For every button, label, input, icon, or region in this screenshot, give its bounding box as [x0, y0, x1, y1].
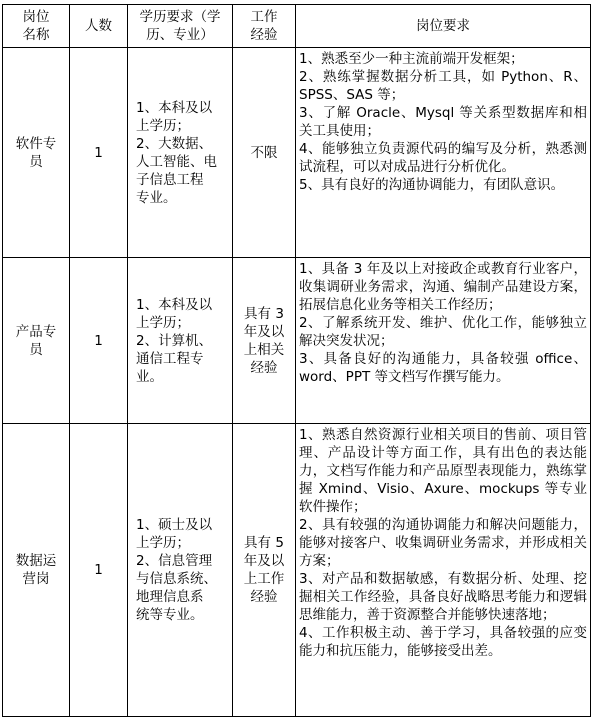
experience-line: 经验 — [250, 359, 278, 376]
requirement-item: 2、具有较强的沟通协调能力和解决问题能力，能够对接客户、收集调研业务需求，并形成相关方案； — [299, 517, 587, 569]
education-line: 上学历； — [136, 314, 190, 331]
education-cell — [128, 424, 233, 717]
header-row — [3, 5, 591, 48]
requirement-item: 3、了解 Oracle、Mysql 等关系型数据库和相关工具使用； — [299, 105, 587, 139]
education-line: 统等专业。 — [136, 607, 204, 623]
education-line: 子信息工程 — [136, 171, 204, 188]
header-position-name-line1: 岗位 — [22, 9, 50, 25]
education-line: 1、硕士及以 — [136, 517, 213, 533]
header-experience — [233, 5, 296, 48]
table-row — [3, 258, 591, 424]
experience-line: 经验 — [250, 589, 278, 605]
experience-line: 年及以 — [243, 323, 285, 340]
requirement-item: 4、工作积极主动、善于学习，具备较强的应变能力和抗压能力，能够接受出差。 — [299, 625, 587, 659]
experience-cell — [233, 48, 296, 258]
table-row — [3, 48, 591, 258]
requirement-item: 5、具有良好的沟通协调能力，有团队意识。 — [299, 177, 565, 193]
position-name-cell — [3, 424, 70, 717]
headcount-cell — [70, 48, 128, 258]
requirements-cell — [296, 258, 591, 424]
headcount-cell — [70, 424, 128, 717]
header-experience-line1: 工作 — [250, 9, 278, 25]
table-body — [3, 48, 591, 717]
education-line: 2、计算机、 — [136, 332, 213, 349]
experience-line: 具有 5 — [244, 535, 284, 551]
education-line: 上学历； — [136, 117, 190, 134]
experience-cell — [233, 258, 296, 424]
education-line: 专业。 — [136, 189, 177, 206]
position-name-line: 员 — [29, 341, 43, 358]
education-line: 1、本科及以 — [136, 99, 213, 116]
experience-line: 年及以 — [243, 553, 285, 569]
position-name-line: 营岗 — [22, 571, 50, 587]
experience-line: 具有 3 — [244, 305, 284, 322]
education-line: 上学历； — [136, 535, 190, 551]
headcount-cell — [70, 258, 128, 424]
education-line: 业。 — [136, 368, 163, 385]
position-name-line: 产品专 — [15, 323, 57, 340]
requirement-item: 3、对产品和数据敏感，有数据分析、处理、挖掘相关工作经验，具备良好战略思考能力和逻辑思维能力，善于资源整合并能够快速落地； — [299, 571, 587, 623]
table-row — [3, 424, 591, 717]
education-cell — [128, 258, 233, 424]
requirements-cell — [296, 48, 591, 258]
position-name-line: 数据运 — [15, 553, 57, 569]
requirement-item: 2、了解系统开发、维护、优化工作，能够独立解决突发状况； — [299, 315, 587, 349]
requirement-item: 1、具备 3 年及以上对接政企或教育行业客户，收集调研业务需求，沟通、编制产品建设方案，拓展信息化业务等相关工作经历； — [299, 261, 587, 313]
requirement-item: 1、熟悉自然资源行业相关项目的售前、项目管理、产品设计等方面工作，具有出色的表达能力，文档写作能力和产品原型表现能力，熟练掌握 Xmind、Visio、Axure、mockups 等专业软件操作； — [299, 427, 587, 515]
headcount-value: 1 — [94, 562, 103, 578]
header-education-line1: 学历要求（学 — [139, 9, 221, 25]
education-cell — [128, 48, 233, 258]
education-line: 2、大数据、 — [136, 135, 213, 152]
position-name-line: 员 — [29, 153, 43, 170]
headcount-value: 1 — [94, 144, 103, 161]
requirement-item: 2、熟练掌握数据分析工具，如 Python、R、SPSS、SAS 等； — [299, 69, 587, 103]
position-name-cell — [3, 48, 70, 258]
header-position-name-line2: 名称 — [22, 27, 50, 43]
header-education — [128, 5, 233, 48]
education-line: 通信工程专 — [136, 350, 204, 367]
header-education-line2: 历、专业） — [146, 27, 214, 43]
position-name-cell — [3, 258, 70, 424]
education-line: 地理信息系 — [136, 589, 204, 605]
requirement-item: 4、能够独立负责源代码的编写及分析，熟悉测试流程，可以对成品进行分析优化。 — [299, 141, 587, 175]
position-name-line: 软件专 — [15, 135, 57, 152]
header-requirements-label: 岗位要求 — [416, 18, 470, 34]
header-count-label: 人数 — [85, 18, 112, 34]
headcount-value: 1 — [94, 332, 103, 349]
requirement-item: 1、熟悉至少一种主流前端开发框架； — [299, 51, 524, 67]
education-line: 人工智能、电 — [136, 153, 217, 170]
header-requirements — [296, 5, 591, 48]
header-position-name — [3, 5, 70, 48]
requirements-cell — [296, 424, 591, 717]
education-line: 与信息系统、 — [136, 571, 217, 587]
experience-line: 上工作 — [243, 571, 285, 587]
requirement-item: 3、具备良好的沟通能力，具备较强 office、word、PPT 等文档写作撰写能力。 — [299, 351, 587, 385]
header-count — [70, 5, 128, 48]
education-line: 2、信息管理 — [136, 553, 213, 569]
experience-line: 不限 — [250, 144, 278, 161]
experience-cell — [233, 424, 296, 717]
education-line: 1、本科及以 — [136, 296, 213, 313]
header-experience-line2: 经验 — [250, 27, 278, 43]
job-requirements-table — [2, 4, 591, 717]
experience-line: 上相关 — [243, 341, 285, 358]
